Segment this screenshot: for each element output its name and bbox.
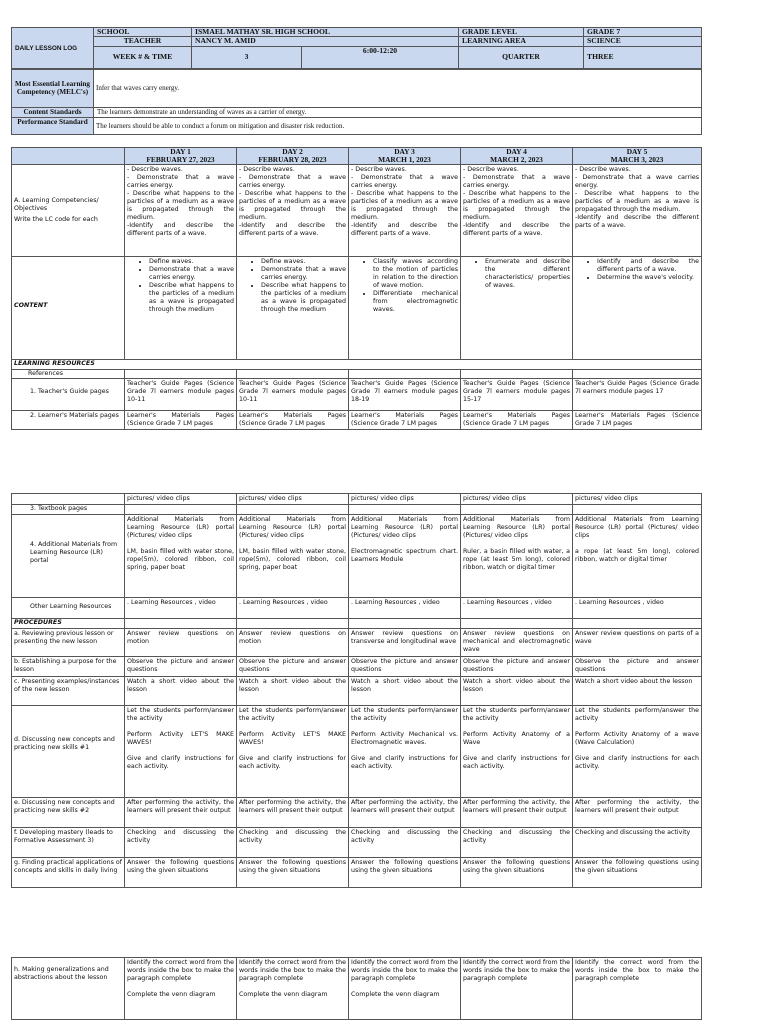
day-header-2: DAY 2 FEBRUARY 28, 2023: [237, 148, 349, 165]
proc-d-label: d. Discussing new concepts and practicing new skills #1: [12, 706, 125, 798]
cont-day-4: pictures/ video clips: [461, 494, 573, 505]
plan-table-part1: [11, 147, 702, 430]
lr-day-4: Additional Materials from Learning Resource (LR) portal (Pictures/ video clips Ruler, a basin filled with water, a rope (at least 5m long), colored ribbon, watch or digital timer: [461, 515, 573, 598]
lr-day-2: Additional Materials from Learning Resource (LR) portal (Pictures/ video clips LM, basin filled with water stone, rope(5m), colored ribbon, coil spring, paper boat: [237, 515, 349, 598]
proc-a-day-2: Answer review questions on motion: [237, 629, 349, 657]
lm-label: 2. Learner's Materials pages: [12, 410, 125, 429]
content-day-1: • Define waves. • Demonstrate that a wave carries energy. • Describe what happens to the particles of a medium as a wave is propagated through the medium: [125, 256, 237, 359]
cont-day-5: pictures/ video clips: [573, 494, 702, 505]
lr-day-3: Additional Materials from Learning Resource (LR) portal (Pictures/ video clips Electromagnetic spectrum chart. Learners Module: [349, 515, 461, 598]
proc-a-day-1: Answer review questions on motion: [125, 629, 237, 657]
plan-table-part3: [11, 957, 702, 1020]
other-day-2: . Learning Resources , video: [237, 598, 349, 619]
procedures-label: PROCEDURES: [12, 619, 125, 629]
objectives-day-5: - Describe waves. - Demonstrate that a wave carries energy. - Describe what happens to the particles of a medium as a wave is propagated through the medium. -Identify and describe the different parts of a wave.: [573, 164, 702, 256]
proc-a-day-3: Answer review questions on transverse and longitudinal wave: [349, 629, 461, 657]
proc-b-day-3: Observe the picture and answer questions: [349, 657, 461, 677]
quarter-value: THREE: [584, 46, 702, 68]
day-header-1: DAY 1 FEBRUARY 27, 2023: [125, 148, 237, 165]
proc-g-day-2: Answer the following questions using the given situations: [237, 858, 349, 888]
proc-d-day-4: Let the students perform/answer the activity Perform Activity Anatomy of a Wave Give and clarify instructions for each activity.: [461, 706, 573, 798]
proc-f-day-4: Checking and discussing the activity: [461, 828, 573, 858]
references-label: References: [12, 369, 125, 378]
day-header-4: DAY 4 MARCH 2, 2023: [461, 148, 573, 165]
performance-standards-value: The learners should be able to conduct a forum on mitigation and disaster risk reduction.: [94, 118, 702, 135]
plan-table-part2: [11, 493, 702, 888]
day-header-blank: [12, 148, 125, 165]
school-value: ISMAEL MATHAY SR. HIGH SCHOOL: [192, 28, 459, 37]
proc-b-day-5: Observe the picture and answer questions: [573, 657, 702, 677]
proc-f-day-2: Checking and discussing the activity: [237, 828, 349, 858]
week-value: 3: [192, 46, 302, 68]
content-day-5: • Identify and describe the different parts of a wave. • Determine the wave's velocity.: [573, 256, 702, 359]
proc-h-day-4: Identify the correct word from the words inside the box to make the paragraph complete: [461, 958, 573, 1020]
proc-e-day-3: After performing the activity, the learners will present their output: [349, 798, 461, 828]
content-day-2: • Define waves. • Demonstrate that a wave carries energy. • Describe what happens to the particles of a medium as a wave is propagated through the medium: [237, 256, 349, 359]
proc-g-label: g. Finding practical applications of concepts and skills in daily living: [12, 858, 125, 888]
proc-d-day-3: Let the students perform/answer the activity Perform Activity Mechanical vs. Electromagnetic waves. Give and clarify instructions for each activity.: [349, 706, 461, 798]
proc-g-day-4: Answer the following questions using the given situations: [461, 858, 573, 888]
tg-day-2: Teacher's Guide Pages (Science Grade 7l earners module pages 10-11: [237, 378, 349, 410]
proc-a-day-4: Answer review questions on mechanical and electromagnetic wave: [461, 629, 573, 657]
dll-label: DAILY LESSON LOG: [15, 44, 78, 52]
proc-e-day-5: After performing the activity, the learners will present their output: [573, 798, 702, 828]
content-standards-label: Content Standards: [12, 108, 94, 118]
proc-d-day-1: Let the students perform/answer the activity Perform Activity LET'S MAKE WAVES! Give and clarify instructions for each activity.: [125, 706, 237, 798]
lr-portal-label: 4. Additional Materials from Learning Resource (LR) portal: [12, 515, 125, 598]
tg-label: 1. Teacher's Guide pages: [12, 378, 125, 410]
proc-b-label: b. Establishing a purpose for the lesson: [12, 657, 125, 677]
area-value: SCIENCE: [584, 37, 702, 46]
performance-standards-label: Performance Standard: [12, 118, 94, 135]
proc-f-day-1: Checking and discussing the activity: [125, 828, 237, 858]
content-day-3: • Classify waves according to the motion of particles in relation to the direction of wave motion. • Differentiate mechanical from electromagnetic waves.: [349, 256, 461, 359]
proc-h-day-3: Identify the correct word from the words inside the box to make the paragraph complete Complete the venn diagram: [349, 958, 461, 1020]
lr-day-1: Additional Materials from Learning Resource (LR) portal (Pictures/ video clips LM, basin filled with water stone, rope(5m), colored ribbon, coil spring, paper boat: [125, 515, 237, 598]
proc-e-label: e. Discussing new concepts and practicing new skills #2: [12, 798, 125, 828]
grade-label: GRADE LEVEL: [459, 28, 584, 37]
other-day-5: . Learning Resources , video: [573, 598, 702, 619]
content-label: CONTENT: [12, 256, 125, 359]
lm-day-1: Learner's Materials Pages (Science Grade 7 LM pages: [125, 410, 237, 429]
proc-f-day-3: Checking and discussing the activity: [349, 828, 461, 858]
content-day-4: • Enumerate and describe the different characteristics/ properties of waves.: [461, 256, 573, 359]
cont-day-3: pictures/ video clips: [349, 494, 461, 505]
time-value: 6:00-12:20: [302, 46, 459, 68]
objectives-day-4: - Describe waves. - Demonstrate that a wave carries energy. - Describe what happens to the particles of a medium as a wave is propagated through the medium. -Identify and describe the different parts of a wave.: [461, 164, 573, 256]
proc-f-day-5: Checking and discussing the activity: [573, 828, 702, 858]
proc-a-label: a. Reviewing previous lesson or presenting the new lesson: [12, 629, 125, 657]
proc-b-day-2: Observe the picture and answer questions: [237, 657, 349, 677]
lm-day-3: Learner's Materials Pages (Science Grade 7 LM pages: [349, 410, 461, 429]
proc-b-day-1: Observe the picture and answer questions: [125, 657, 237, 677]
proc-g-day-3: Answer the following questions using the given situations: [349, 858, 461, 888]
melc-label: Most Essential Learning Competency (MELC's): [12, 70, 94, 108]
cont-day-1: pictures/ video clips: [125, 494, 237, 505]
proc-c-label: c. Presenting examples/instances of the new lesson: [12, 677, 125, 706]
tg-day-4: Teacher's Guide Pages (Science Grade 7l earners module pages 15-17: [461, 378, 573, 410]
proc-c-day-1: Watch a short video about the lesson: [125, 677, 237, 706]
proc-b-day-4: Observe the picture and answer questions: [461, 657, 573, 677]
lm-day-4: Learner's Materials Pages (Science Grade 7 LM pages: [461, 410, 573, 429]
proc-g-day-1: Answer the following questions using the given situations: [125, 858, 237, 888]
tg-day-5: Teacher's Guide Pages (Science Grade 7l earners module pages 17: [573, 378, 702, 410]
proc-f-label: f. Developing mastery (leads to Formative Assessment 3): [12, 828, 125, 858]
content-standards-value: The learners demonstrate an understanding of waves as a carrier of energy.: [94, 108, 702, 118]
tg-day-3: Teacher's Guide Pages (Science Grade 7l earners module pages 18-19: [349, 378, 461, 410]
proc-c-day-5: Watch a short video about the lesson: [573, 677, 702, 706]
other-resources-label: Other Learning Resources: [12, 598, 125, 619]
header-table: [11, 27, 702, 69]
proc-a-day-5: Answer review questions on parts of a wave: [573, 629, 702, 657]
objectives-day-1: - Describe waves. - Demonstrate that a wave carries energy. - Describe what happens to the particles of a medium as a wave is propagated through the medium. -Identify and describe the different parts of a wave.: [125, 164, 237, 256]
teacher-value: NANCY M. AMID: [192, 37, 459, 46]
proc-c-day-4: Watch a short video about the lesson: [461, 677, 573, 706]
lm-day-2: Learner's Materials Pages (Science Grade 7 LM pages: [237, 410, 349, 429]
teacher-label: TEACHER: [94, 37, 192, 46]
week-label: WEEK # & TIME: [94, 46, 192, 68]
quarter-label: QUARTER: [459, 46, 584, 68]
proc-c-day-3: Watch a short video about the lesson: [349, 677, 461, 706]
grade-value: GRADE 7: [584, 28, 702, 37]
proc-h-day-2: Identify the correct word from the words inside the box to make the paragraph complete Complete the venn diagram: [237, 958, 349, 1020]
lm-day-5: Learner's Materials Pages (Science Grade 7 LM pages: [573, 410, 702, 429]
other-day-3: . Learning Resources , video: [349, 598, 461, 619]
proc-g-day-5: Answer the following questions using the given situations: [573, 858, 702, 888]
proc-e-day-2: After performing the activity, the learners will present their output: [237, 798, 349, 828]
proc-h-day-1: Identify the correct word from the words inside the box to make the paragraph complete Complete the venn diagram: [125, 958, 237, 1020]
other-day-4: . Learning Resources , video: [461, 598, 573, 619]
other-day-1: . Learning Resources , video: [125, 598, 237, 619]
lr-day-5: Additional Materials from Learning Resource (LR) portal (Pictures/ video clips a rope (at least 5m long), colored ribbon, watch or digital timer: [573, 515, 702, 598]
school-label: SCHOOL: [94, 28, 192, 37]
proc-c-day-2: Watch a short video about the lesson: [237, 677, 349, 706]
textbook-label: 3. Textbook pages: [12, 505, 125, 515]
proc-e-day-4: After performing the activity, the learners will present their output: [461, 798, 573, 828]
objectives-day-2: - Describe waves. - Demonstrate that a wave carries energy. - Describe what happens to the particles of a medium as a wave is propagated through the medium. -Identify and describe the different parts of a wave.: [237, 164, 349, 256]
proc-h-label: h. Making generalizations and abstractions about the lesson: [12, 958, 125, 1020]
objectives-day-3: - Describe waves. - Demonstrate that a wave carries energy. - Describe what happens to the particles of a medium as a wave is propagated through the medium. -Identify and describe the different parts of a wave.: [349, 164, 461, 256]
day-header-5: DAY 5 MARCH 3, 2023: [573, 148, 702, 165]
standards-table: [11, 69, 702, 135]
area-label: LEARNING AREA: [459, 37, 584, 46]
objectives-label: A. Learning Competencies/ Objectives Write the LC code for each: [12, 164, 125, 256]
proc-d-day-5: Let the students perform/answer the activity Perform Activity Anatomy of a wave (Wave Calculation) Give and clarify instructions for each activity.: [573, 706, 702, 798]
day-header-3: DAY 3 MARCH 1, 2023: [349, 148, 461, 165]
proc-h-day-5: Identify the correct word from the words inside the box to make the paragraph complete: [573, 958, 702, 1020]
learning-resources-label: LEARNING RESOURCES: [12, 359, 702, 369]
cont-day-2: pictures/ video clips: [237, 494, 349, 505]
tg-day-1: Teacher's Guide Pages (Science Grade 7l earners module pages 10-11: [125, 378, 237, 410]
proc-d-day-2: Let the students perform/answer the activity Perform Activity LET'S MAKE WAVES! Give and clarify instructions for each activity.: [237, 706, 349, 798]
melc-value: Infer that waves carry energy.: [94, 70, 702, 108]
proc-e-day-1: After performing the activity, the learners will present their output: [125, 798, 237, 828]
